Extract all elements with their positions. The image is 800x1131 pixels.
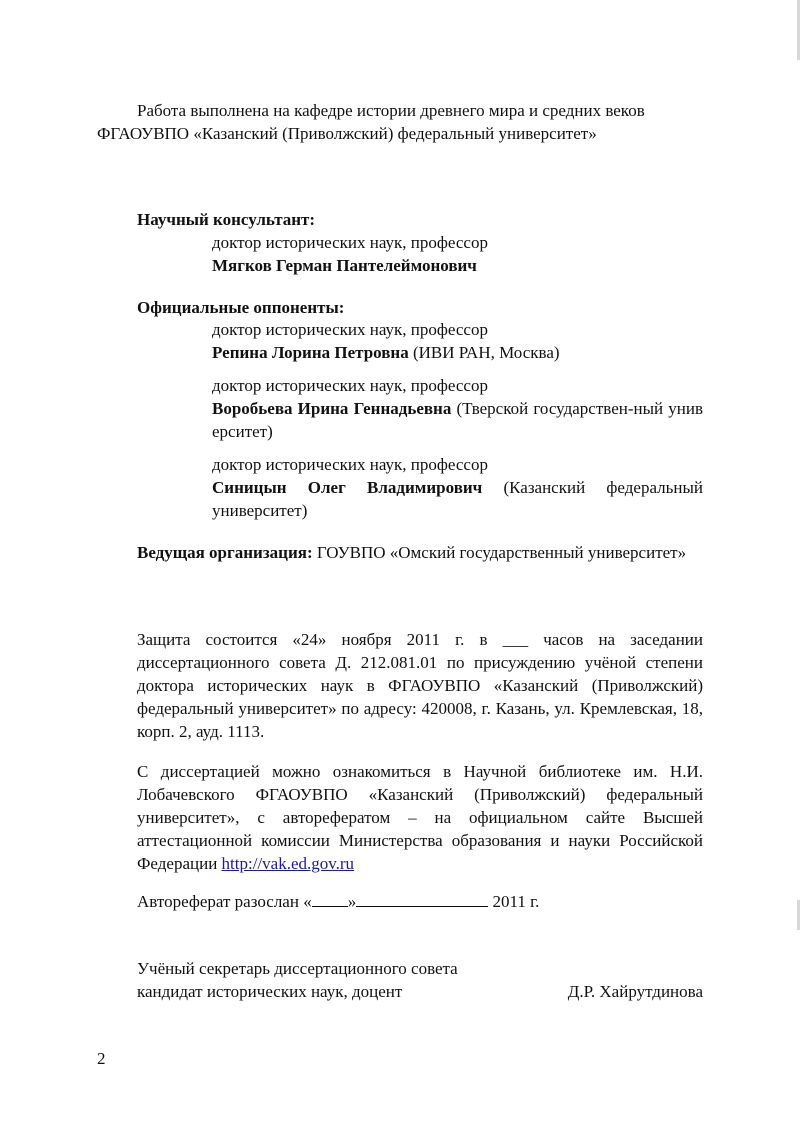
intro-line-1: Работа выполнена на кафедре истории древнего мира и средних веков (137, 101, 645, 120)
mailing-prefix: Автореферат разослан « (137, 892, 312, 911)
consultant-degree: доктор исторических наук, профессор (212, 233, 488, 252)
opponent-affiliation: (Тверской государствен-ный университет) (212, 399, 703, 441)
mailing-line (137, 890, 703, 913)
lead-org-label: Ведущая организация: (137, 543, 313, 562)
consultant-heading-text: Научный консультант: (137, 210, 316, 229)
opponent-2 (212, 374, 703, 443)
library-paragraph (137, 760, 703, 875)
page-number: 2 (97, 1049, 106, 1068)
mailing-suffix: 2011 г. (488, 892, 540, 911)
secretary-block (137, 957, 703, 1003)
defense-text: Защита состоится «24» ноября 2011 г. в ___ часов на заседании диссертационного совета Д. 212.081.01 по присуждению учёной степени доктора исторических наук в ФГАОУВПО «Казанский (Приволжский) федеральный университет» по адресу: 420008, г. Казань, ул. Кремлевская, 18, корп. 2, ауд. 1113. (137, 630, 703, 741)
opponent-affiliation: (ИВИ РАН, Москва) (408, 343, 560, 362)
day-blank (312, 891, 348, 907)
opponent-degree: доктор исторических наук, профессор (212, 320, 488, 339)
opponent-name: Синицын Олег Владимирович (212, 478, 483, 497)
consultant-block (212, 231, 703, 277)
opponents-heading (137, 296, 703, 319)
defense-paragraph (137, 628, 703, 743)
lead-org-text: ГОУВПО «Омский государственный университет» (312, 543, 687, 562)
library-text: С диссертацией можно ознакомиться в Научной библиотеке им. Н.И. Лобачевского ФГАОУВПО «Казанский (Приволжский) федеральный университет», с авторефератом – на официальном сайте Высшей аттестационной комиссии Министерства образования и науки Российской Федерации (137, 762, 703, 873)
opponent-name: Репина Лорина Петровна (212, 343, 409, 362)
month-blank (356, 891, 488, 907)
consultant-name: Мягков Герман Пантелеймонович (212, 256, 477, 275)
opponents-heading-text: Официальные оппоненты: (137, 298, 345, 317)
opponent-name: Воробьева Ирина Геннадьевна (212, 399, 452, 418)
intro-block (97, 99, 703, 145)
opponent-affiliation: (Казанский федеральный университет) (212, 478, 703, 520)
lead-organization (137, 541, 703, 564)
consultant-heading (137, 208, 703, 231)
opponent-degree: доктор исторических наук, профессор (212, 455, 488, 474)
vak-link[interactable]: http://vak.ed.gov.ru (221, 854, 355, 873)
mailing-mid: » (347, 892, 357, 911)
opponent-3 (212, 453, 703, 522)
opponent-degree: доктор исторических наук, профессор (212, 376, 488, 395)
intro-line-2: ФГАОУВПО «Казанский (Приволжский) федеральный университет» (97, 124, 597, 143)
secretary-line-1: Учёный секретарь диссертационного совета (137, 959, 458, 978)
opponent-1 (212, 318, 703, 364)
secretary-line-2: кандидат исторических наук, доцент (137, 982, 403, 1001)
secretary-name: Д.Р. Хайрутдинова (567, 982, 703, 1001)
